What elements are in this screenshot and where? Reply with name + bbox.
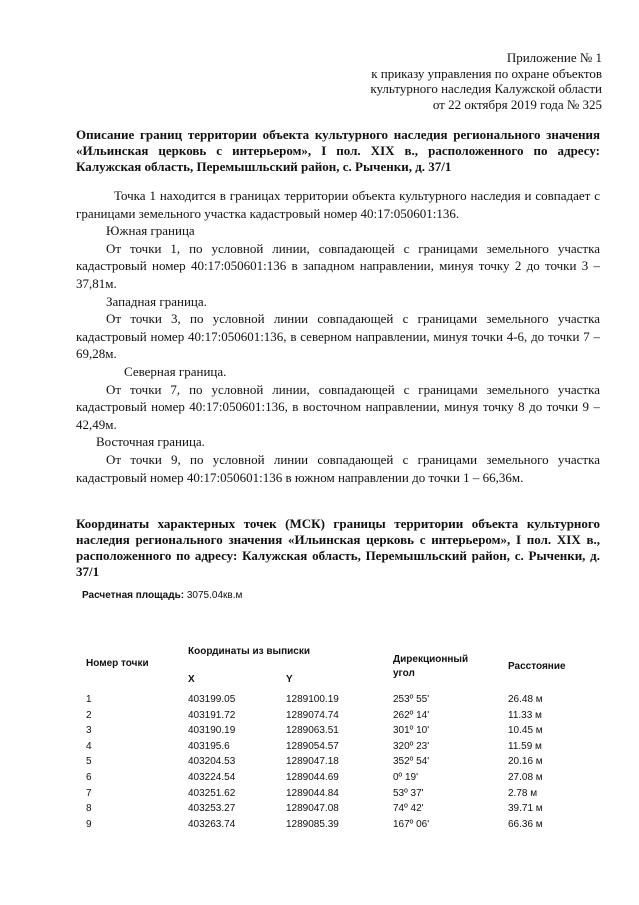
- cell-y: 1289044.69: [286, 772, 339, 783]
- cell-angle: 301º 10': [393, 725, 430, 737]
- cell-x: 403251.62: [188, 787, 236, 799]
- header-angle-line1: Дирекционный: [393, 654, 469, 665]
- cell-point-number: 2: [86, 709, 92, 721]
- cell-point-number: 3: [86, 725, 92, 737]
- intro-paragraph: Точка 1 находится в границах территории объекта культурного наследия и совпадает с границами земельного участка кадастровый номер 40:17:050601:136.: [76, 188, 600, 221]
- cell-angle: 74º 42': [393, 803, 424, 815]
- cell-angle: 320º 23': [393, 740, 430, 752]
- cell-distance: 11.33 м: [508, 709, 542, 721]
- appendix-line: к приказу управления по охране объектов: [371, 65, 602, 81]
- appendix-line: от 22 октября 2019 года № 325: [432, 96, 602, 112]
- appendix-line: культурного наследия Калужской области: [370, 81, 602, 96]
- cell-x: 403191.72: [188, 709, 236, 721]
- cell-point-number: 6: [86, 772, 92, 783]
- cell-point-number: 5: [86, 756, 92, 768]
- cell-distance: 10.45 м: [508, 725, 543, 737]
- cell-point-number: 7: [86, 787, 92, 799]
- cell-angle: 167º 06': [393, 818, 430, 830]
- boundary-description-title: Описание границ территории объекта культурного наследия регионального значения «Ильинская церковь с интерьером», I пол. XIX в., расположенного по адресу: Калужская область, Перемышльский район, с. Рыченки, д. 37/1: [76, 127, 600, 174]
- cell-y: 1289074.74: [286, 709, 339, 721]
- cell-point-number: 8: [86, 803, 92, 815]
- west-paragraph: От точки 3, по условной линии совпадающей с границами земельного участка кадастровый номер 40:17:050601:136, в северном направлении, минуя точки 4-6, до точки 7 – 69,28м.: [76, 311, 600, 362]
- cell-y: 1289063.51: [286, 725, 339, 737]
- header-point-number: Номер точки: [86, 658, 149, 669]
- east-paragraph: От точки 9, по условной линии совпадающей с границами земельного участка кадастровый номер 40:17:050601:136 в южном направлении до точки 1 – 66,36м.: [76, 451, 600, 485]
- cell-point-number: 9: [86, 818, 92, 830]
- area-label: Расчетная площадь:: [82, 590, 185, 601]
- cell-x: 403263.74: [188, 818, 236, 830]
- south-paragraph: От точки 1, по условной линии, совпадающей с границами земельного участка кадастровый номер 40:17:050601:136 в западном направлении, минуя точку 2 до точки 3 – 37,81м.: [76, 240, 600, 291]
- cell-distance: 39.71 м: [508, 803, 543, 815]
- cell-angle: 53º 37': [393, 787, 424, 799]
- header-distance: Расстояние: [508, 661, 566, 672]
- cell-point-number: 1: [86, 694, 92, 705]
- cell-y: 1289044.84: [286, 787, 339, 799]
- cell-angle: 352º 54': [393, 756, 430, 768]
- south-heading: Южная граница: [106, 223, 195, 239]
- header-angle-line2: угол: [393, 668, 415, 679]
- cell-point-number: 4: [86, 740, 92, 752]
- cell-distance: 27.08 м: [508, 772, 543, 783]
- west-heading: Западная граница.: [106, 293, 207, 309]
- header-coords-from-extract: Координаты из выписки: [188, 646, 310, 657]
- cell-y: 1289047.18: [286, 756, 339, 768]
- cell-y: 1289054.57: [286, 740, 339, 752]
- north-heading: Северная граница.: [124, 363, 227, 379]
- cell-angle: 262º 14': [393, 709, 430, 721]
- cell-distance: 2.78 м: [508, 787, 538, 799]
- cell-distance: 11.59 м: [508, 740, 542, 752]
- cell-x: 403224.54: [188, 772, 236, 783]
- cell-distance: 20.16 м: [508, 756, 543, 768]
- east-heading: Восточная граница.: [96, 434, 205, 450]
- cell-x: 403204.53: [188, 756, 236, 768]
- cell-x: 403199.05: [188, 694, 236, 705]
- cell-angle: 253º 55': [393, 694, 430, 705]
- cell-x: 403253.27: [188, 803, 236, 815]
- cell-x: 403195.6: [188, 740, 230, 752]
- cell-x: 403190.19: [188, 725, 236, 737]
- cell-y: 1289100.19: [286, 694, 339, 705]
- north-paragraph: От точки 7, по условной линии, совпадающей с границами земельного участка кадастровый номер 40:17:050601:136, в восточном направлении, минуя точку 8 до точки 9 – 42,49м.: [76, 381, 600, 432]
- cell-angle: 0º 19': [393, 772, 419, 783]
- appendix-line: Приложение № 1: [506, 50, 602, 65]
- cell-distance: 26.48 м: [508, 694, 543, 705]
- area-value: 3075.04кв.м: [186, 590, 243, 601]
- header-y: Y: [286, 674, 293, 685]
- cell-distance: 66.36 м: [508, 818, 543, 830]
- header-x: X: [188, 674, 195, 685]
- coordinates-title: Координаты характерных точек (МСК) границы территории объекта культурного наследия регионального значения «Ильинская церковь с интерьером», I пол. XIX в., расположенного по адресу: Калужская область, Перемышльский район, с. Рыченки, д. 37/1: [76, 516, 600, 579]
- cell-y: 1289085.39: [286, 818, 339, 830]
- cell-y: 1289047.08: [286, 803, 339, 815]
